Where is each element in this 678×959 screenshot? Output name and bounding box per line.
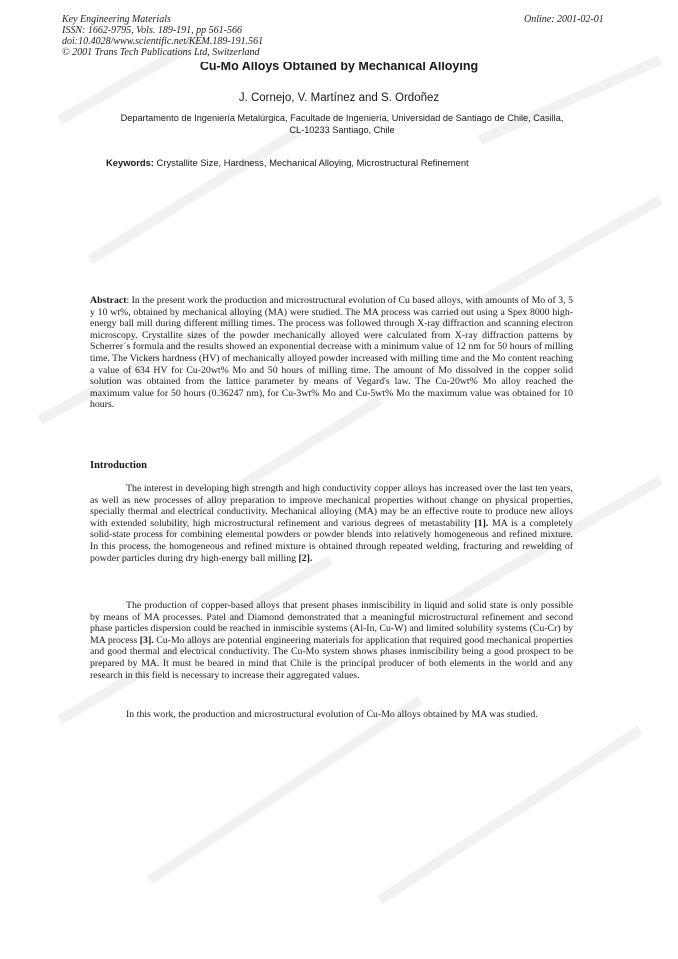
citation-1[interactable]: [1]. xyxy=(474,517,489,529)
online-date: Online: 2001-02-01 xyxy=(524,14,604,25)
journal-header xyxy=(62,14,263,58)
authors: J. Cornejo, V. Martínez and S. Ordoñez xyxy=(238,92,440,104)
journal-name: Key Engineering Materials xyxy=(62,14,171,25)
affiliation: Departamento de Ingeniería Metalúrgica, Facultade de Ingeniería, Universidad de Santiago de Chile, Casilla, CL-10233 Santiago, Chile xyxy=(120,113,564,135)
intro-paragraph-1 xyxy=(90,483,573,564)
p1-text-a: The interest in developing high strength and high conductivity copper alloys has increased over the last ten years, as well as new processes of alloy preparation to improve mechanical properties without change on physical properties, specially thermal and electrical conductivity. Mechanical alloying (MA) may be an effective route to produce new alloys with extended solubility, high microstructural refinement and various degrees of metastability xyxy=(90,483,573,529)
keywords-text: Crystallite Size, Hardness, Mechanical Alloying, Microstructural Refinement xyxy=(156,157,469,168)
abstract-label: Abstract xyxy=(90,295,127,306)
keywords-label: Keywords: xyxy=(106,157,154,168)
introduction-heading: Introduction xyxy=(90,460,147,471)
keywords xyxy=(106,157,566,168)
p2-text-b: Cu-Mo alloys are potential engineering materials for application that required good mechanical properties and good thermal and electrical conductivity. The Cu-Mo system shows phases inmiscibility being a good prospect to be prepared by MA. It must be beared in mind that Chile is the principal producer of both elements in the world and any research in this field is necessary to increase their aggregated values. xyxy=(90,634,573,681)
p1-text-b: MA is a completely solid-state process for combining elemental powders or powder blends into relatively homogeneous and refined mixture. In this process, the homogeneous and refined mixture is obtained through repeated welding, fracturing and rewelding of powder particles during dry high-energy ball milling xyxy=(90,517,573,564)
paper-title xyxy=(0,62,678,73)
citation-3[interactable]: [3]. xyxy=(139,634,154,646)
doi-link[interactable]: doi:10.4028/www.scientific.net/KEM.189-191.561 xyxy=(62,36,264,47)
paper-title-text: Cu-Mo Alloys Obtained by Mechanical Alloying xyxy=(199,62,479,73)
abstract xyxy=(90,295,573,411)
abstract-text: : In the present work the production and microstructural evolution of Cu based alloys, with amounts of Mo of 3, 5 y 10 wt%, obtained by mechanical alloying (MA) were studied. The MA process was carried out using a Spex 8000 high-energy ball mill during different milling times. The process was followed through X-ray diffraction and scanning electron microscopy. Crystallite sizes of the powder mechanically alloyed were calculated from X-ray diffraction patterns by Scherrer´s formula and the results showed an exponential decrease with a minimum value of 12 nm for 50 hours of milling time. The Vickers hardness (HV) of mechanically alloyed powder increased with milling time and the Mo content reaching a value of 634 HV for Cu-20wt% Mo and 50 hours of milling time. The amount of Mo dissolved in the copper solid solution was obtained from the lattice parameter by means of Vegard's law. The Cu-20wt% Mo alloy reached the maximum value for 50 hours (0.36247 nm), for Cu-3wt% Mo and Cu-5wt% Mo the maximum value was obtained for 10 hours. xyxy=(90,295,573,411)
intro-paragraph-2 xyxy=(90,600,573,681)
copyright-line: © 2001 Trans Tech Publications Ltd, Switzerland xyxy=(62,47,260,58)
citation-2[interactable]: [2]. xyxy=(298,552,313,564)
p2-text-a: The production of copper-based alloys that present phases inmiscibility in liquid and solid state is only possible by means of MA processes. Patel and Diamond demonstrated that a meaningful microstructural refinement and second phase particles dispersion could be reached in inmiscible systems (Al-In, Cu-W) and limited solubility systems (Cu-Cr) by MA process xyxy=(90,600,573,646)
issn-line: ISSN: 1662-9795, Vols. 189-191, pp 561-566 xyxy=(62,25,242,36)
intro-paragraph-3: In this work, the production and microstructural evolution of Cu-Mo alloys obtained by MA was studied. xyxy=(126,709,538,720)
